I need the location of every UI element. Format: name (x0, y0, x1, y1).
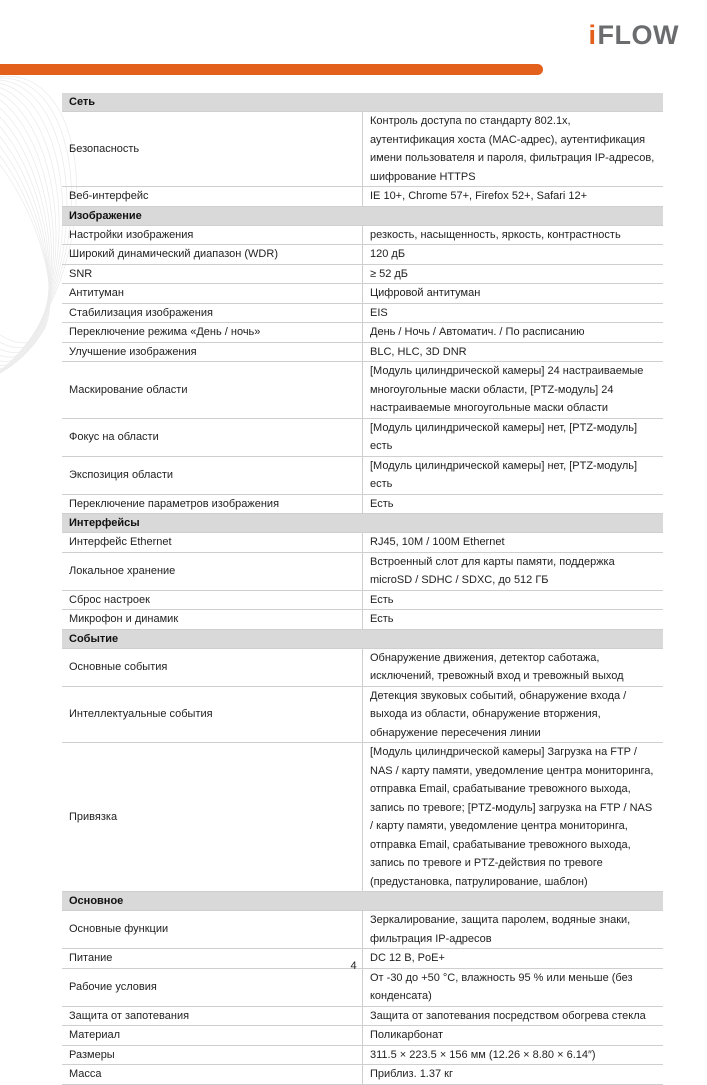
spec-row (62, 362, 663, 419)
logo-accent-letter: i (588, 20, 597, 50)
spec-label: Широкий динамический диапазон (WDR) (62, 245, 363, 265)
spec-value: Зеркалирование, защита паролем, водяные знаки, фильтрация IP-адресов (363, 911, 664, 949)
spec-value: ≥ 52 дБ (363, 264, 664, 284)
spec-row (62, 686, 663, 743)
spec-label: Основные функции (62, 911, 363, 949)
spec-label: Материал (62, 1026, 363, 1046)
spec-row (62, 743, 663, 892)
spec-label: Привязка (62, 743, 363, 892)
brand-logo (589, 20, 680, 50)
section-header-row (62, 892, 663, 911)
section-title: Событие (62, 629, 663, 648)
spec-label: Безопасность (62, 112, 363, 187)
spec-row (62, 112, 663, 187)
spec-label: Размеры (62, 1045, 363, 1065)
spec-row (62, 1045, 663, 1065)
spec-value: [Модуль цилиндрической камеры] Загрузка на FTP / NAS / карту памяти, уведомление центра мониторинга, отправка Email, срабатывание тревожного выхода, запись по тревоге; [PTZ-модуль] загрузка на FTP / NAS / карту памяти, уведомление центра мониторинга, отправка Email, срабатывание тревожного выхода, запись по тревоге и PTZ-действия по тревоге (предустановка, патрулирование, шаблон) (363, 743, 664, 892)
spec-value: Контроль доступа по стандарту 802.1x, аутентификация хоста (MAC-адрес), аутентификация имени пользователя и пароля, фильтрация IP-адресов, шифрование HTTPS (363, 112, 664, 187)
spec-label: Интеллектуальные события (62, 686, 363, 743)
spec-label: Маскирование области (62, 362, 363, 419)
spec-value: Встроенный слот для карты памяти, поддержка microSD / SDHC / SDXC, до 512 ГБ (363, 552, 664, 590)
spec-label: Рабочие условия (62, 968, 363, 1006)
header-accent-bar (0, 64, 543, 75)
spec-row (62, 323, 663, 343)
spec-row (62, 1065, 663, 1085)
spec-value: [Модуль цилиндрической камеры] нет, [PTZ-модуль] есть (363, 456, 664, 494)
spec-value: 311.5 × 223.5 × 156 мм (12.26 × 8.80 × 6.14″) (363, 1045, 664, 1065)
logo-text: FLOW (597, 20, 679, 50)
spec-label: Основные события (62, 648, 363, 686)
spec-row (62, 1006, 663, 1026)
spec-value: RJ45, 10M / 100M Ethernet (363, 533, 664, 553)
section-title: Интерфейсы (62, 514, 663, 533)
section-header-row (62, 206, 663, 225)
spec-label: Настройки изображения (62, 225, 363, 245)
spec-label: Стабилизация изображения (62, 303, 363, 323)
spec-row (62, 648, 663, 686)
spec-row (62, 418, 663, 456)
section-header-row (62, 514, 663, 533)
spec-row (62, 187, 663, 207)
spec-label: Переключение режима «День / ночь» (62, 323, 363, 343)
spec-row (62, 456, 663, 494)
spec-value: Защита от запотевания посредством обогрева стекла (363, 1006, 664, 1026)
spec-value: [Модуль цилиндрической камеры] 24 настраиваемые многоугольные маски области, [PTZ-модуль] 24 настраиваемые многоугольные маски области (363, 362, 664, 419)
spec-label: Локальное хранение (62, 552, 363, 590)
spec-label: Фокус на области (62, 418, 363, 456)
spec-row (62, 264, 663, 284)
spec-row (62, 284, 663, 304)
spec-label: Антитуман (62, 284, 363, 304)
spec-value: Обнаружение движения, детектор саботажа, исключений, тревожный вход и тревожный выход (363, 648, 664, 686)
section-header-row (62, 629, 663, 648)
section-title: Изображение (62, 206, 663, 225)
spec-value: EIS (363, 303, 664, 323)
section-title: Сеть (62, 93, 663, 112)
spec-value: IE 10+, Chrome 57+, Firefox 52+, Safari 12+ (363, 187, 664, 207)
spec-row (62, 1026, 663, 1046)
spec-label: Масса (62, 1065, 363, 1085)
spec-row (62, 968, 663, 1006)
spec-value: Поликарбонат (363, 1026, 664, 1046)
spec-row (62, 610, 663, 630)
spec-row (62, 552, 663, 590)
spec-label: Веб-интерфейс (62, 187, 363, 207)
spec-value: 120 дБ (363, 245, 664, 265)
spec-value: День / Ночь / Автоматич. / По расписанию (363, 323, 664, 343)
spec-row (62, 342, 663, 362)
spec-label: Сброс настроек (62, 590, 363, 610)
spec-row (62, 303, 663, 323)
spec-value: Есть (363, 494, 664, 514)
page-number: 4 (350, 960, 357, 972)
spec-row (62, 533, 663, 553)
spec-row (62, 225, 663, 245)
spec-label: Интерфейс Ethernet (62, 533, 363, 553)
spec-value: резкость, насыщенность, яркость, контрастность (363, 225, 664, 245)
spec-row (62, 911, 663, 949)
spec-row (62, 245, 663, 265)
spec-label: Экспозиция области (62, 456, 363, 494)
spec-label: Переключение параметров изображения (62, 494, 363, 514)
spec-row (62, 590, 663, 610)
spec-value: От -30 до +50 °C, влажность 95 % или меньше (без конденсата) (363, 968, 664, 1006)
section-title: Основное (62, 892, 663, 911)
spec-value: DC 12 В, PoE+ (363, 949, 664, 969)
section-header-row (62, 93, 663, 112)
spec-label: Питание (62, 949, 363, 969)
spec-value: Приблиз. 1.37 кг (363, 1065, 664, 1085)
spec-label: Защита от запотевания (62, 1006, 363, 1026)
spec-label: Микрофон и динамик (62, 610, 363, 630)
spec-value: Детекция звуковых событий, обнаружение входа / выхода из области, обнаружение вторжения, обнаружение пересечения линии (363, 686, 664, 743)
spec-row (62, 494, 663, 514)
spec-value: Есть (363, 610, 664, 630)
spec-value: [Модуль цилиндрической камеры] нет, [PTZ-модуль] есть (363, 418, 664, 456)
spec-value: BLC, HLC, 3D DNR (363, 342, 664, 362)
spec-value: Цифровой антитуман (363, 284, 664, 304)
spec-label: SNR (62, 264, 363, 284)
spec-table (62, 93, 663, 1085)
spec-value: Есть (363, 590, 664, 610)
spec-label: Улучшение изображения (62, 342, 363, 362)
decorative-swirl (0, 82, 66, 382)
